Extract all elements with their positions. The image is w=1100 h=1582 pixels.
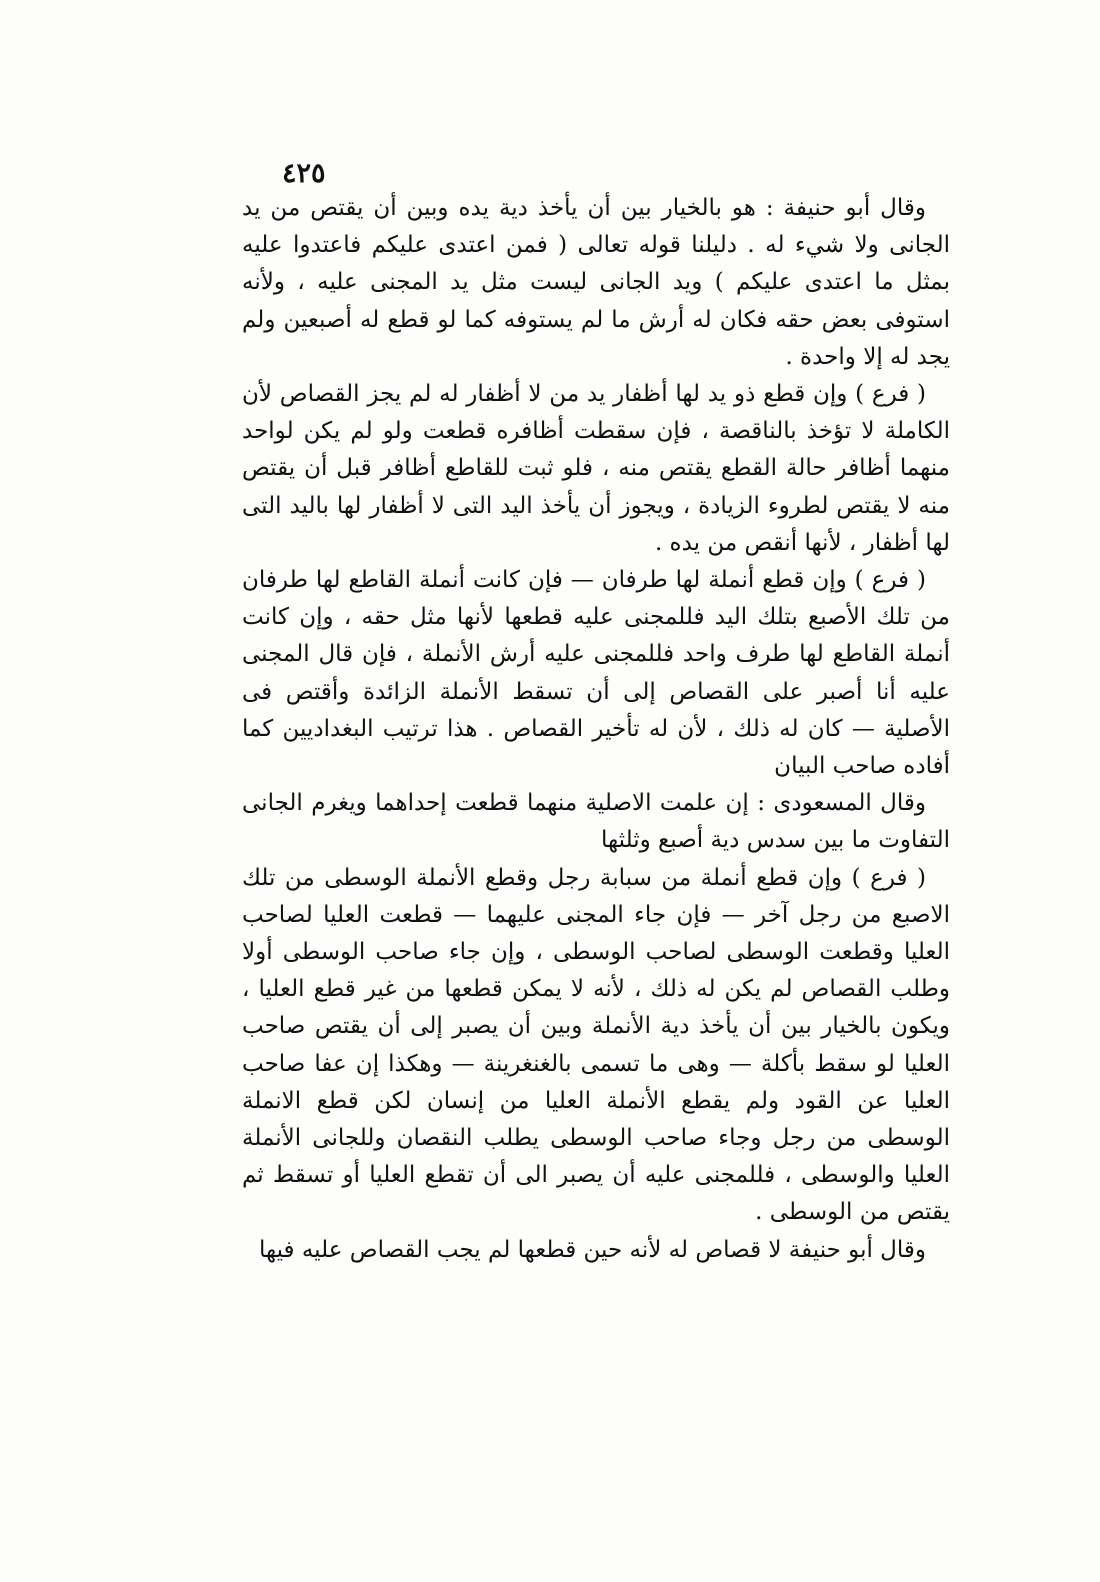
paragraph-2: ( فرع ) وإن قطع ذو يد لها أظفار يد من لا أظفار له لم يجز القصاص لأن الكاملة لا تؤخذ بالناقصة ، فإن سقطت أظافره قطعت ولو لم يكن لواحد منهما أظافر حالة القطع يقتص منه ، فلو ثبت للقاطع أظافر قبل أن يقتص منه لا يقتص لطروء الزيادة ، ويجوز أن يأخذ اليد التى لا أظفار لها باليد التى لها أظفار ، لأنها أنقص من يده . xyxy=(242,381,950,556)
paragraph-4: وقال المسعودى : إن علمت الاصلية منهما قطعت إحداهما ويغرم الجانى التفاوت ما بين سدس دية أصبع وثلثها xyxy=(242,790,950,854)
paragraph-6: وقال أبو حنيفة لا قصاص له لأنه حين قطعها لم يجب القصاص عليه فيها xyxy=(259,1236,926,1263)
paragraph-1: وقال أبو حنيفة : هو بالخيار بين أن يأخذ دية يده وبين أن يقتص من يد الجانى ولا شيء له . دليلنا قوله تعالى ( فمن اعتدى عليكم فاعتدوا عليه بمثل ما اعتدى عليكم ) ويد الجانى ليست مثل يد المجنى عليه ، ولأنه استوفى بعض حقه فكان له أرش ما لم يستوفه كما لو قطع له أصبعين ولم يجد له إلا واحدة . xyxy=(242,195,950,370)
paragraph-5: ( فرع ) وإن قطع أنملة من سبابة رجل وقطع الأنملة الوسطى من تلك الاصبع من رجل آخر — فإن جاء المجنى عليهما — قطعت العليا لصاحب العليا وقطعت الوسطى لصاحب الوسطى ، وإن جاء صاحب الوسطى أولا وطلب القصاص لم يكن له ذلك ، لأنه لا يمكن قطعها من غير قطع العليا ، ويكون بالخيار بين أن يأخذ دية الأنملة وبين أن يصبر إلى أن يقتص صاحب العليا لو سقط بأكلة — وهى ما تسمى بالغنغرينة — وهكذا إن عفا صاحب العليا عن القود ولم يقطع الأنملة العليا من إنسان لكن قطع الانملة الوسطى من رجل وجاء صاحب الوسطى يطلب النقصان وللجانى الأنملة العليا والوسطى ، فللمجنى عليه أن يصبر الى أن تقطع العليا أو تسقط ثم يقتص من الوسطى . xyxy=(242,864,950,1226)
paragraph-3: ( فرع ) وإن قطع أنملة لها طرفان — فإن كانت أنملة القاطع لها طرفان من تلك الأصبع بتلك اليد فللمجنى عليه قطعها لأنها مثل حقه ، وإن كانت أنملة القاطع لها طرف واحد فللمجنى عليه أرش الأنملة ، فإن قال المجنى عليه أنا أصبر على القصاص إلى أن تسقط الأنملة الزائدة وأقتص فى الأصلية — كان له ذلك ، لأن له تأخير القصاص . هذا ترتيب البغداديين كما أفاده صاحب البيان xyxy=(242,567,950,780)
page-number: ٤٢٥ xyxy=(282,158,326,189)
body-text xyxy=(242,190,950,1269)
